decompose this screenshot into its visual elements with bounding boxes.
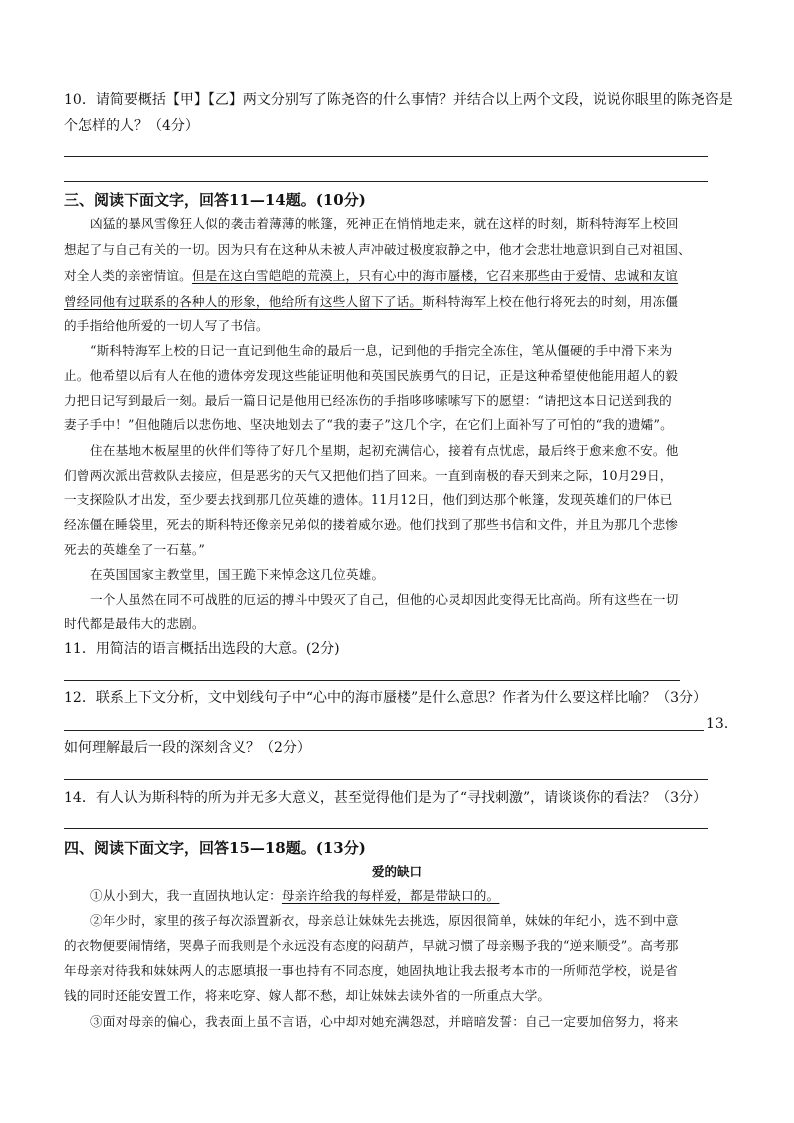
passage-p3-line3: 一支探险队才出发，至少要去找到那几位英雄的遗体。11月12日，他们到达那个帐篷，发现英雄们的尸体已 (64, 492, 673, 507)
passage-p1-line5: 的手指给他所爱的一切人写了书信。 (64, 318, 269, 333)
article-underlined-sentence: 母亲许给我的每样爱，都是带缺口的。 (281, 888, 500, 903)
article-title: 爱的缺口 (371, 864, 422, 879)
q10-answer-line-1[interactable] (64, 156, 708, 157)
passage-p5-line1: 一个人虽然在同不可战胜的厄运的搏斗中毁灭了自己，但他的心灵却因此变得无比高尚。所有这些在一切 (90, 592, 679, 607)
q12-answer-line[interactable] (64, 730, 704, 731)
passage-p3-line4: 经冻僵在睡袋里，死去的斯科特还像亲兄弟似的搂着威尔逊。他们找到了那些书信和文件，并且为那几个悲惨 (64, 517, 679, 532)
passage-p3-line1: 住在基地木板屋里的伙伴们等待了好几个星期，起初充满信心，接着有点忧虑，最后终于愈来愈不安。他 (90, 443, 679, 458)
article-p1 (90, 886, 499, 906)
passage-plain-text: 对全人类的亲密情谊。 (64, 268, 192, 283)
passage-p5-line2: 时代都是最伟大的悲剧。 (64, 616, 205, 631)
q10-line1: 10．请简要概括【甲】【乙】两文分别写了陈尧咨的什么事情？并结合以上两个文段，说说你眼里的陈尧咨是 (64, 92, 733, 108)
article-p2-line1: ②年少时，家里的孩子每次添置新衣，母亲总让妹妹先去挑选，原因很简单，妹妹的年纪小，选不到中意 (90, 913, 679, 928)
article-p1-prefix: ①从小到大，我一直固执地认定： (90, 888, 282, 903)
q14-text: 14．有人认为斯科特的所为并无多大意义，甚至觉得他们是为了“寻找刺激”，请谈谈你的看法？（3分） (64, 790, 708, 806)
q14-answer-line[interactable] (64, 828, 708, 829)
passage-p1-line1: 凶猛的暴风雪像狂人似的袭击着薄薄的帐篷，死神正在悄悄地走来，就在这样的时刻，斯科特海军上校回 (90, 216, 679, 231)
article-p3-line1: ③面对母亲的偏心，我表面上虽不言语，心中却对她充满怨怼，并暗暗发誓：自己一定要加倍努力，将来 (90, 1014, 679, 1029)
q13-text: 如何理解最后一段的深刻含义？（2分） (64, 740, 311, 756)
q10-line2: 个怎样的人？（4分） (64, 118, 199, 134)
passage-p2-line4: 妻子手中！”但他随后以悲伤地、坚决地划去了“我的妻子”这几个字，在它们上面补写了可怕的“我的遗孀”。 (64, 417, 673, 432)
q12-text: 12．联系上下文分析，文中划线句子中“心中的海市蜃楼”是什么意思？作者为什么要这样比喻？（3分） (64, 690, 708, 706)
section3-heading: 三、阅读下面文字，回答11—14题。(10分) (64, 191, 366, 209)
passage-plain-text: 斯科特海军上校在他行将死去的时刻，用冻僵 (422, 294, 679, 309)
q11-answer-line[interactable] (64, 680, 680, 681)
passage-p1-line4 (64, 292, 678, 312)
article-p2-line4: 钱的同时还能安置工作，将来吃穿、嫁人都不愁，却让妹妹去读外省的一所重点大学。 (64, 988, 551, 1003)
article-p2-line3: 年母亲对待我和妹妹两人的志愿填报一事也持有不同态度，她固执地让我去报考本市的一所师范学校，说是省 (64, 963, 679, 978)
section4-heading: 四、阅读下面文字，回答15—18题。(13分) (64, 839, 366, 857)
article-p2-line2: 的衣物便要闹情绪，哭鼻子而我则是个永远没有态度的闷葫芦，早就习惯了母亲赐予我的“逆来顺受”。高考那 (64, 938, 679, 953)
passage-p2-line2: 止。他希望以后有人在他的遗体旁发现这些能证明他和英国民族勇气的日记，正是这种希望使他能用超人的毅 (64, 368, 679, 383)
passage-p3-line2: 们曾两次派出营救队去接应，但是恶劣的天气又把他们挡了回来。一直到南极的春天到来之际，10月29日， (64, 468, 673, 483)
passage-p4: 在英国国家主教堂里，国王跪下来悼念这几位英雄。 (90, 567, 385, 582)
passage-p1-line2: 想起了与自己有关的一切。因为只有在这种从未被人声冲破过极度寂静之中，他才会悲壮地意识到自己对祖国、 (64, 242, 691, 257)
underlined-sentence-part1: 但是在这白雪皑皑的荒漠上，只有心中的海市蜃楼，它召来那些由于爱情、忠诚和友谊 (191, 268, 679, 283)
q13-number: 13． (706, 716, 738, 732)
passage-p2-line3: 力把日记写到最后一刻。最后一篇日记是他用已经冻伤的手指哆哆嗦嗦写下的愿望：“请把这本日记送到我的 (64, 393, 672, 408)
passage-p2-line1: “斯科特海军上校的日记一直记到他生命的最后一息，记到他的手指完全冻住，笔从僵硬的手中滑下来为 (90, 343, 673, 358)
q13-answer-line[interactable] (64, 779, 708, 780)
underlined-sentence-part2: 曾经同他有过联系的各种人的形象，他给所有这些人留下了话。 (64, 294, 423, 309)
passage-p1-line3 (64, 266, 678, 286)
q11-text: 11．用简洁的语言概括出选段的大意。(2分) (64, 641, 340, 657)
q10-answer-line-2[interactable] (64, 181, 708, 182)
passage-p3-line5: 死去的英雄垒了一石墓。” (64, 542, 206, 557)
